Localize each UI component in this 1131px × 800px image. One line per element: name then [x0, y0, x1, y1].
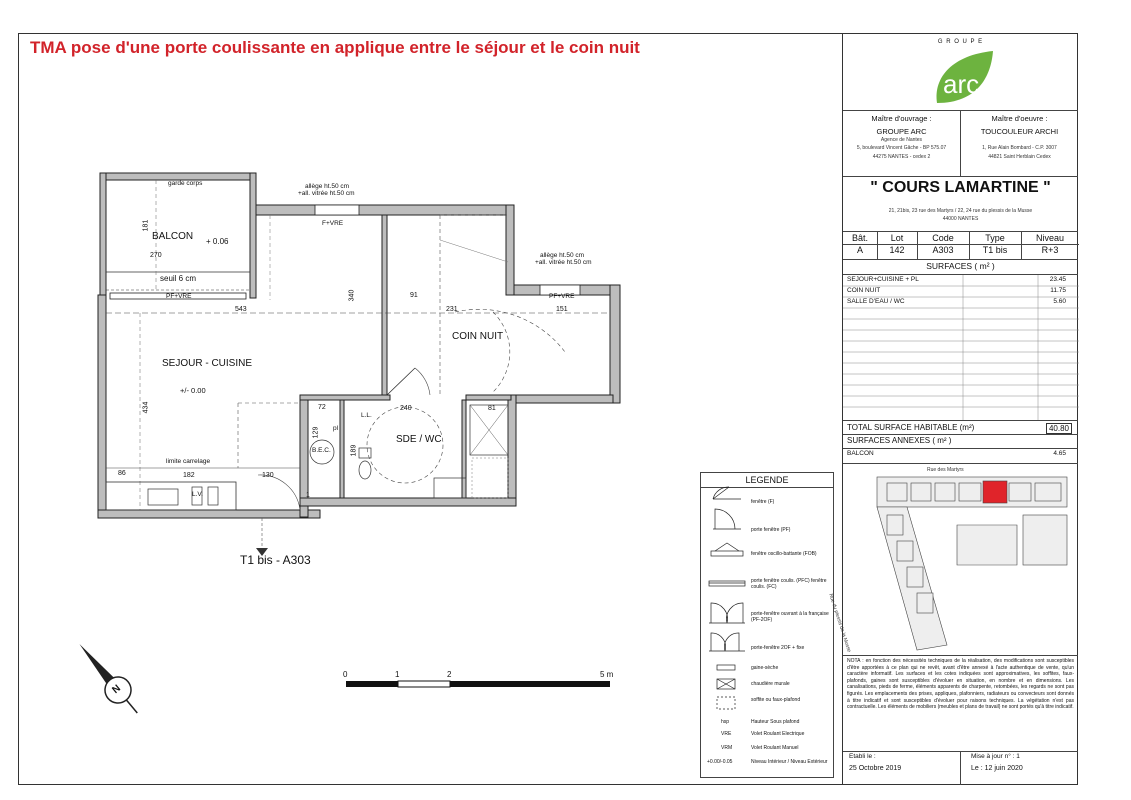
label-seuil: seuil 6 cm: [160, 274, 197, 283]
wall-bottom-right: [513, 395, 613, 403]
label-pf-vre-1: PF+VRE: [166, 293, 192, 300]
dim-72: 72: [318, 404, 326, 411]
td-code: A303: [932, 245, 954, 255]
unit-label: T1 bis - A303: [240, 553, 311, 567]
label-limite: limite carrelage: [166, 458, 211, 465]
td-bat: A: [856, 245, 863, 255]
map-highlight: [983, 481, 1007, 503]
logo-groupe: G R O U P E: [937, 39, 984, 45]
wall-balcony-right: [250, 173, 256, 298]
logo-text: arc: [943, 69, 980, 99]
wall-top: [256, 205, 512, 215]
balcon-level: + 0.06: [206, 237, 229, 246]
partition-sde-top2: [466, 395, 511, 400]
th-niveau: Niveau: [1035, 233, 1064, 243]
map-street-1: Rue des Martyrs: [927, 467, 964, 473]
etabli-date: 25 Octobre 2019: [849, 765, 902, 772]
maj-date: Le : 12 juin 2020: [971, 765, 1023, 772]
dim-1: 1: [306, 492, 310, 499]
dim-130: 130: [262, 472, 274, 479]
annexes-title: SURFACES ANNEXES ( m² ): [847, 436, 952, 445]
dim-129: 129: [312, 426, 320, 439]
site-map: [847, 465, 1075, 655]
room-sejour: SEJOUR - CUISINE: [162, 358, 253, 369]
legend-code-vre: VRE: [721, 731, 732, 737]
legend-item-pf2of-fixe: porte-fenêtre 2OF + fixe: [751, 645, 805, 651]
partition-kitchen-bed: [382, 215, 387, 397]
scale-5: 5 m: [600, 670, 614, 679]
dim-91: 91: [410, 292, 418, 299]
wall-bottom: [98, 510, 320, 518]
legend-item-porte-fenetre: porte fenêtre (PF): [751, 527, 791, 533]
room-balcon: BALCON: [152, 231, 194, 242]
dim-434: 434: [142, 401, 150, 414]
mo-name: GROUPE ARC: [876, 127, 927, 136]
mo-sub1: Agence de Nantes: [880, 137, 923, 143]
dim-240: 240: [400, 405, 412, 412]
maj-label: Mise à jour n° : 1: [971, 753, 1020, 760]
label-pf-vre-2: PF+VRE: [549, 293, 575, 300]
headline: TMA pose d'une porte coulissante en applique entre le séjour et le coin nuit: [30, 38, 640, 57]
wall-left: [98, 295, 106, 517]
wall-balcony-left: [100, 173, 106, 298]
label-ll: L.L.: [361, 412, 372, 419]
th-bat: Bât.: [851, 233, 868, 243]
legend-item-niveau: Niveau Intérieur / Niveau Extérieur: [751, 759, 828, 765]
label-lv: L.V.: [192, 491, 203, 498]
dim-182: 182: [183, 472, 195, 479]
legend-code-niveau: +0.00/-0.05: [707, 759, 733, 765]
moe-name: TOUCOULEUR ARCHI: [980, 127, 1059, 136]
scale-1: 1: [395, 670, 400, 679]
legend-item-fob: fenêtre oscillo-battante (FOB): [751, 551, 817, 557]
north-label: N: [110, 682, 123, 697]
wall-right: [610, 285, 620, 403]
dim-86: 86: [118, 470, 126, 477]
surfaces-grid: [843, 275, 1079, 420]
legend-item-pfc: porte fenêtre coulis. (PFC) fenêtre coulis. (FC): [751, 578, 827, 590]
label-pl: pl: [333, 425, 339, 432]
moe-sub2: 44821 Saint Herblain Cedex: [988, 154, 1051, 160]
annexe-row-balcon: BALCON 4.65: [847, 450, 1066, 457]
partition-sde-top: [300, 395, 390, 400]
room-coin-nuit: COIN NUIT: [452, 331, 504, 342]
logo-icon: [929, 47, 999, 107]
dim-231: 231: [446, 306, 458, 313]
td-lot: 142: [889, 245, 905, 255]
legend-item-chaudiere: chaudière murale: [751, 681, 790, 687]
moe-title: Maître d'oeuvre :: [991, 114, 1048, 123]
scale-2: 2: [447, 670, 452, 679]
th-type: Type: [985, 233, 1005, 243]
legend-item-gaine: gaine-sèche: [751, 665, 779, 671]
legend-box: [700, 472, 834, 778]
wall-sde-bottom: [300, 498, 516, 506]
td-type: T1 bis: [982, 245, 1008, 255]
scale-bar: [346, 681, 610, 687]
label-garde-corps: garde corps: [168, 180, 203, 187]
dim-543: 543: [235, 306, 247, 313]
th-lot: Lot: [890, 233, 904, 243]
wall-step: [506, 205, 514, 295]
dim-189: 189: [350, 444, 358, 457]
dim-270: 270: [150, 252, 162, 259]
room-sde: SDE / WC: [396, 434, 442, 445]
surface-row-coin-nuit: COIN NUIT 11.75: [847, 287, 1066, 294]
nota-text: NOTA : en fonction des nécessités techniques de la réalisation, des modifications sont susceptibles d'être apportées à ce plan qui ne revêt, avant d'être annexé à l'acte authentique de vente, qu'un caractère informatif. Les surfaces et les cotes indiquées sont approximatives, les soffites, faux-plafonds, gaines sont susceptibles d'évoluer en situation, en nombre et en dimensions. Les canalisations, pieds de ferme, éléments apparents de charpente, retombées, les regards ne sont pas figurés. Les emplacements des prises, appliques, plafonniers, radiateurs ou convecteurs sont donnés à titre indicatif et sont susceptibles d'évoluer pour raisons techniques. La végétation n'est pas contractuelle. Les éléments de mobiliers (meubles et plans de travail) ne sont portés qu'à titre indicatif.: [847, 658, 1074, 711]
allege2-b: +all. vitrée ht.50 cm: [535, 259, 592, 266]
north-arrow-icon: [69, 636, 147, 722]
moe-sub1: 1, Rue Alain Bombard - C.P. 3007: [982, 145, 1057, 151]
dim-181: 181: [142, 219, 150, 232]
total-surface-row: TOTAL SURFACE HABITABLE (m²) 40.80: [847, 423, 1074, 432]
label-bec: B.E.C.: [312, 447, 331, 454]
th-code: Code: [932, 233, 954, 243]
lot-table: [843, 231, 1079, 259]
map-street-2: Rue du plessis de la Musse: [827, 593, 852, 654]
legend-item-hsp: Hauteur Sous plafond: [751, 719, 800, 725]
project-name: " COURS LAMARTINE ": [870, 179, 1051, 196]
legend-item-vrm: Volet Roulant Manuel: [751, 745, 799, 751]
legend-item-soffite: soffite ou faux-plafond: [751, 697, 801, 703]
surfaces-title: SURFACES ( m² ): [926, 261, 995, 271]
project-address1: 21, 21bis, 23 rue des Martyrs / 22, 24 rue du plessis de la Musse: [888, 208, 1033, 214]
dim-340: 340: [348, 289, 356, 302]
dim-81: 81: [488, 405, 496, 412]
mo-sub2: 5, boulevard Vincent Gâche - BP 575.07: [856, 145, 947, 151]
partition-shower: [462, 400, 466, 498]
label-f-vre-1: F+VRE: [322, 220, 344, 227]
surface-row-sejour: SEJOUR+CUISINE + PL 23.45: [847, 276, 1066, 283]
dim-151: 151: [556, 306, 568, 313]
legend-item-fenetre: fenêtre (F): [751, 499, 775, 505]
legend-item-pf2of: porte-fenêtre ouvrant à la française (PF-2OF): [751, 611, 829, 623]
title-block: [827, 33, 1078, 785]
wall-sde-right: [508, 395, 516, 503]
mo-sub3: 44275 NANTES - cedex 2: [872, 154, 931, 160]
allege2-a: allège ht.50 cm: [540, 252, 585, 259]
surface-row-sde: SALLE D'EAU / WC 5.60: [847, 298, 1066, 305]
legend-title: LEGENDE: [701, 473, 833, 488]
legend-item-vre: Volet Roulant Electrique: [751, 731, 805, 737]
td-niveau: R+3: [1041, 245, 1059, 255]
project-address2: 44000 NANTES: [942, 216, 979, 222]
scale-0: 0: [343, 670, 348, 679]
allege1-b: +all. vitrée ht.50 cm: [298, 190, 355, 197]
wall-balcony-top: [100, 173, 256, 180]
legend-code-hsp: hsp: [721, 719, 730, 725]
etabli-label: Etabli le :: [849, 753, 876, 760]
legend-code-vrm: VRM: [721, 745, 733, 751]
allege1-a: allège ht.50 cm: [305, 183, 350, 190]
mo-title: Maître d'ouvrage :: [871, 114, 932, 123]
sejour-level: +/- 0.00: [180, 386, 206, 395]
partition-bec: [340, 400, 344, 498]
